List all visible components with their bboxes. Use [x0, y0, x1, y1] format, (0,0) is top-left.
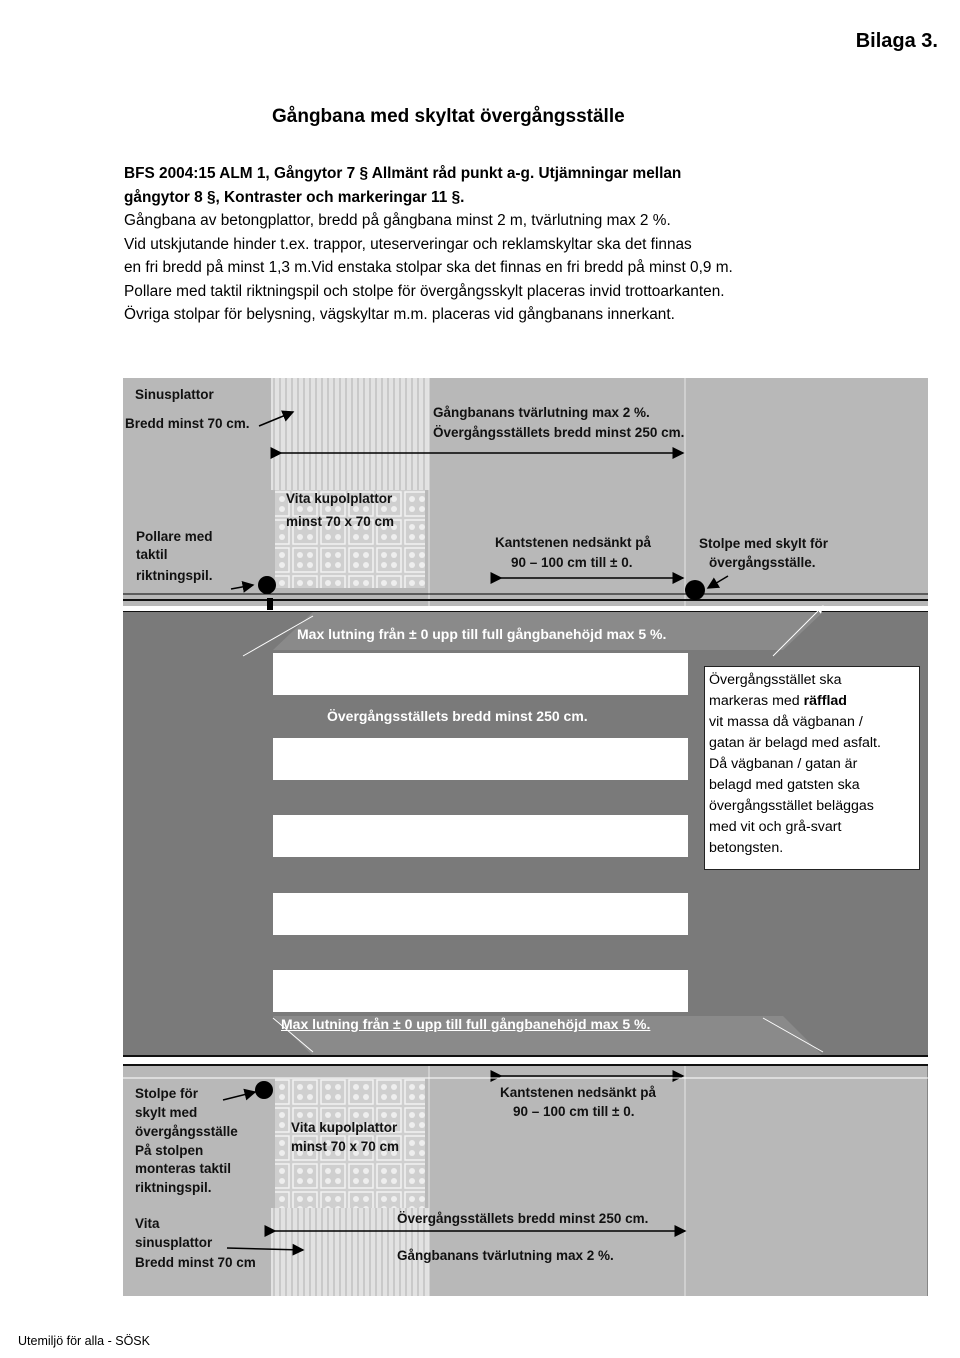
label-stolpe-bottom-2: skylt med	[135, 1105, 198, 1120]
upper-bollard	[258, 576, 276, 594]
zebra-stripe	[273, 893, 688, 935]
intro-line: en fri bredd på minst 1,3 m.Vid enstaka stolpar ska det finnas en fri bredd på minst 0,9 m.	[124, 259, 733, 276]
label-tvarlutning: Gångbanans tvärlutning max 2 %.	[433, 405, 650, 420]
label-road-bredd: Övergångsställets bredd minst 250 cm.	[327, 708, 588, 724]
info-line: gatan är belagd med asfalt.	[709, 735, 881, 751]
info-line: övergångsstället beläggas	[709, 798, 874, 814]
label-stolpe: Stolpe med skylt för	[699, 536, 829, 551]
info-line: Då vägbanan / gatan är	[709, 756, 858, 772]
label-kupolplattor-bottom: Vita kupolplattor	[291, 1120, 398, 1135]
label-bredd-bottom: Övergångsställets bredd minst 250 cm.	[397, 1211, 649, 1226]
label-kupolplattor-size: minst 70 x 70 cm	[286, 514, 395, 529]
zebra-stripe	[273, 970, 688, 1012]
zebra-stripe	[273, 815, 688, 857]
intro-bold-line: BFS 2004:15 ALM 1, Gångytor 7 § Allmänt råd punkt a-g. Utjämningar mellan	[124, 165, 682, 182]
label-stolpe-bottom-6: riktningspil.	[135, 1180, 212, 1195]
intro-bold-line: gångytor 8 §, Kontraster och markeringar 11 §.	[124, 188, 465, 206]
footer-text: Utemiljö för alla - SÖSK	[18, 1334, 150, 1348]
intro-line: Vid utskjutande hinder t.ex. trappor, uteserveringar och reklamskyltar ska det finnas	[124, 235, 692, 253]
info-line: med vit och grå-svart	[709, 819, 842, 835]
intro-line: Övriga stolpar för belysning, vägskyltar m.m. placeras vid gångbanans innerkant.	[124, 306, 675, 323]
upper-sinus-strip	[271, 378, 429, 490]
intro-line: Gångbana av betongplattor, bredd på gångbana minst 2 m, tvärlutning max 2 %.	[124, 212, 671, 229]
label-sinusplattor-width: Bredd minst 70 cm.	[125, 416, 250, 431]
zebra-stripe	[273, 738, 688, 780]
info-line: betongsten.	[709, 840, 784, 856]
label-overgang-bredd: Övergångsställets bredd minst 250 cm.	[433, 425, 685, 440]
page-title: Gångbana med skyltat övergångsställe	[272, 106, 625, 127]
label-pollare-2: taktil	[136, 547, 168, 562]
label-kupolplattor-bottom-size: minst 70 x 70 cm	[291, 1139, 400, 1154]
label-kupolplattor: Vita kupolplattor	[286, 491, 393, 506]
label-pollare-3: riktningspil.	[136, 568, 213, 583]
info-line: vit massa då vägbanan /	[709, 714, 863, 730]
info-line: belagd med gatsten ska	[709, 777, 860, 793]
lower-sign-post	[255, 1081, 273, 1099]
label-stolpe-2: övergångsställe.	[709, 555, 816, 570]
zebra-stripe	[273, 653, 688, 695]
label-stolpe-bottom-1: Stolpe för	[135, 1086, 198, 1101]
appendix-label: Bilaga 3.	[855, 30, 938, 52]
label-stolpe-bottom-4: På stolpen	[135, 1143, 204, 1158]
label-sinusplattor-title: Sinusplattor	[135, 387, 214, 402]
label-stolpe-bottom-5: monteras taktil	[135, 1161, 232, 1176]
label-pollare-1: Pollare med	[136, 529, 213, 544]
crossing-diagram	[123, 378, 928, 1296]
upper-sign-post	[685, 580, 705, 600]
label-kantsten-2: 90 – 100 cm till ± 0.	[511, 555, 633, 570]
label-lutning-top: Max lutning från ± 0 upp till full gångbanehöjd max 5 %.	[297, 626, 667, 642]
label-kantsten-bottom: Kantstenen nedsänkt på	[500, 1085, 657, 1100]
info-line: Övergångsstället ska	[709, 672, 842, 688]
label-sinus-bottom-2: sinusplattor	[135, 1235, 213, 1250]
intro-text	[124, 162, 864, 327]
intro-line: Pollare med taktil riktningspil och stolpe för övergångsskylt placeras invid trottoarkanten.	[124, 282, 725, 300]
label-lutning-bottom: Max lutning från ± 0 upp till full gångbanehöjd max 5 %.	[281, 1016, 651, 1032]
label-sinus-bottom-1: Vita	[135, 1216, 160, 1231]
label-kantsten: Kantstenen nedsänkt på	[495, 535, 652, 550]
label-kantsten-bottom-2: 90 – 100 cm till ± 0.	[513, 1104, 635, 1119]
label-tvarlutning-bottom: Gångbanans tvärlutning max 2 %.	[397, 1248, 614, 1263]
info-line: markeras med räfflad	[709, 693, 847, 709]
info-box	[704, 666, 920, 870]
label-stolpe-bottom-3: övergångsställe	[135, 1124, 238, 1139]
label-sinus-bottom-3: Bredd minst 70 cm	[135, 1255, 256, 1270]
